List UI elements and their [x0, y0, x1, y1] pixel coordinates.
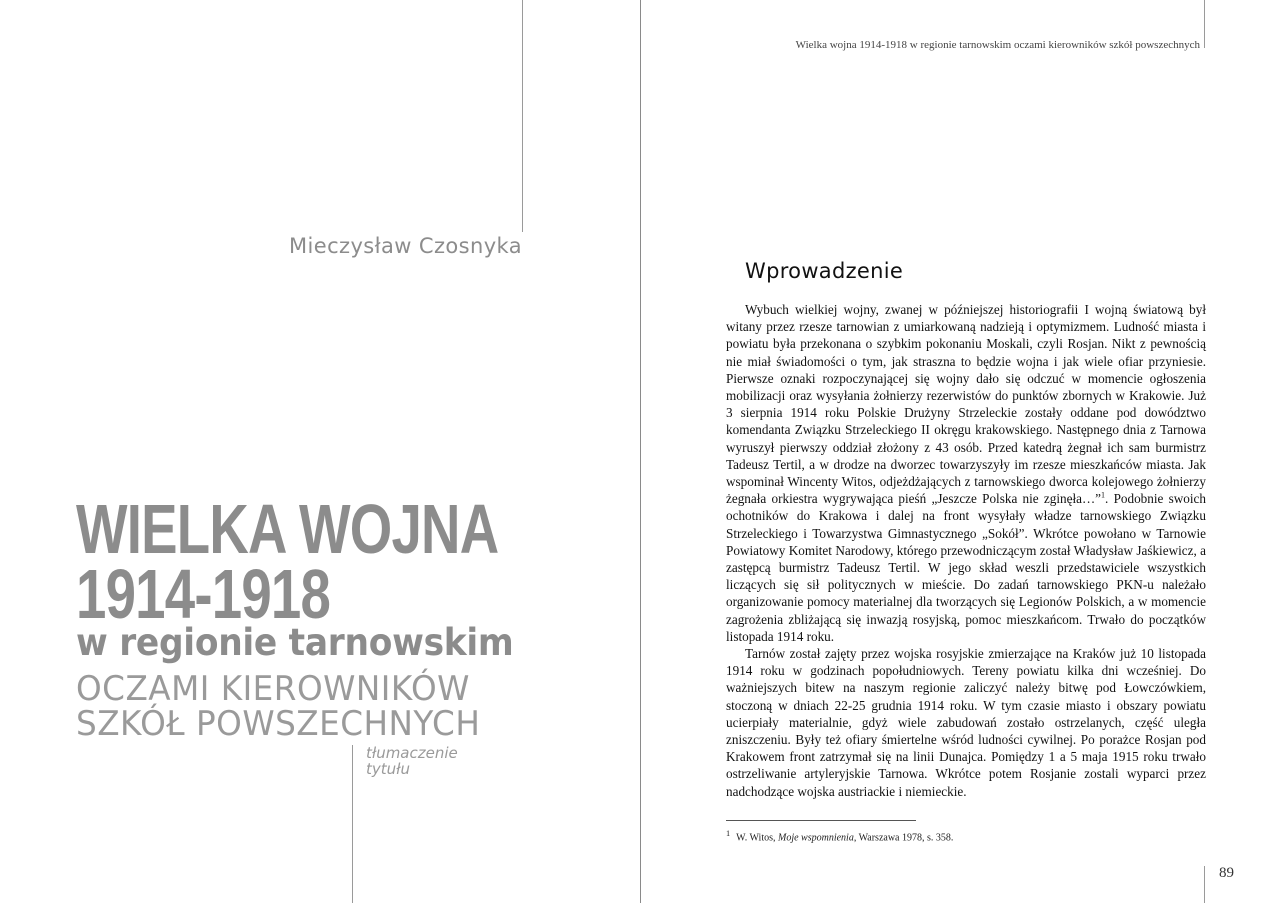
paragraph-2: Tarnów został zajęty przez wojska rosyjskie zmierzające na Kraków już 10 listopada 1914 roku w godzinach popołudniowych. Tereny powiatu kilka dni wcześniej. Do ważniejszych bitew na naszym regionie zaliczyć należy bitwę pod Łowczówkiem, stoczoną w dniach 22-25 grudnia 1914 roku. W tym czasie miasto i obszary powiatu ucierpiały materialnie, gdyż wiele zabudowań zostało ostrzelanych, część uległa zniszczeniu. Były też ofiary śmiertelne wśród ludności cywilnej. Po porażce Rosjan pod Krakowem front zatrzymał się na linii Dunajca. Pomiędzy 1 a 5 maja 1915 roku trwało ostrzeliwanie artyleryjskie Tarnowa. Wkrótce potem Rosjanie zostali wyparci przez nadchodzące wojska austriackie i niemieckie. [726, 646, 1206, 799]
paragraph-1-part-a: Wybuch wielkiej wojny, zwanej w późniejszej historiografii I wojną światową był witany przez rzesze tarnowian z umiarkowaną nadzieją i optymizmem. Ludność miasta i powiatu była przekonana o szybkim pokonaniu Moskali, czyli Rosjan. Nikt z pewnością nie miał świadomości o tym, jak straszna to będzie wojna i jak wiele ofiar przyniesie. Pierwsze oznaki rozpoczynającej się wojny dało się odczuć w momencie ogłoszenia mobilizacji oraz wysyłania żołnierzy rezerwistów do punktów zbornych w Krakowie. Już 3 sierpnia 1914 roku Polskie Drużyny Strzeleckie zostały oddane pod dowództwo komendanta Związku Strzeleckiego II okręgu krakowskiego. Następnego dnia z Tarnowa wyruszył pierwszy oddział złożony z 43 osób. Przed katedrą żegnał ich sam burmistrz Tadeusz Tertil, a w drodze na dworzec towarzyszyły im rzesze mieszkańców miasta. Jak wspominał Wincenty Witos, odjeżdżających z tarnowskiego dworca kolejowego żołnierzy żegnała orkiestra wygrywająca pieśń „Jeszcze Polska nie zginęła…” [726, 302, 1206, 507]
author-name: Mieczysław Czosnyka [289, 234, 522, 258]
decorative-rule-bottom [352, 745, 353, 903]
title-line-2: 1914-1918 [76, 555, 331, 633]
subtitle-line-1: OCZAMI KIEROWNIKÓW [76, 669, 470, 709]
subtitle-line-2: SZKÓŁ POWSZECHNYCH [76, 704, 481, 744]
paragraph-1-part-b: . Podobnie swoich ochotników do Krakowa i dalej na front wysyłały władze tarnowskiego Związku Strzeleckiego i Towarzystwa Gimnastycznego „Sokół”. Wkrótce powołano w Tarnowie Powiatowy Komitet Narodowy, którego przewodniczącym został Władysław Jaśkiewicz, a zastępcą burmistrz Tadeusz Tertil. W jego skład weszli przedstawiciele wszystkich liczących się sił politycznych w mieście. Do zadań tarnowskiego PKN-u należało organizowanie pomocy materialnej dla tworzących się Legionów Polskich, a w momencie zagrożenia zbliżającą się inwazją rosyjską, pomoc mieszkańcom. Trwało do początków listopada 1914 roku. [726, 491, 1206, 644]
footnote-title: Moje wspomnienia [778, 832, 854, 844]
running-head: Wielka wojna 1914-1918 w regionie tarnowskim oczami kierowników szkół powszechnych [795, 39, 1200, 51]
footnote-rule [726, 820, 916, 821]
footnote-details: , Warszawa 1978, s. 358. [853, 832, 954, 844]
right-page [641, 0, 1280, 903]
footnote-number: 1 [726, 829, 731, 838]
paragraph-1 [726, 301, 1206, 645]
section-title: Wprowadzenie [745, 259, 904, 283]
page-number: 89 [1219, 865, 1234, 881]
title-line-1: WIELKA WOJNA [76, 490, 499, 568]
footnote-reference: 1 [1101, 490, 1106, 500]
title-line-3: w regionie tarnowskim [76, 621, 514, 664]
footnote-author: W. Witos, [736, 832, 776, 844]
decorative-rule-top [522, 0, 523, 232]
footnote [726, 829, 1206, 843]
running-head-rule [1204, 0, 1205, 48]
title-translation [366, 745, 476, 777]
body-text [726, 301, 1206, 800]
page-number-rule [1204, 866, 1205, 903]
translation-line-1: tłumaczenie [366, 744, 458, 762]
translation-line-2: tytułu [366, 760, 410, 778]
